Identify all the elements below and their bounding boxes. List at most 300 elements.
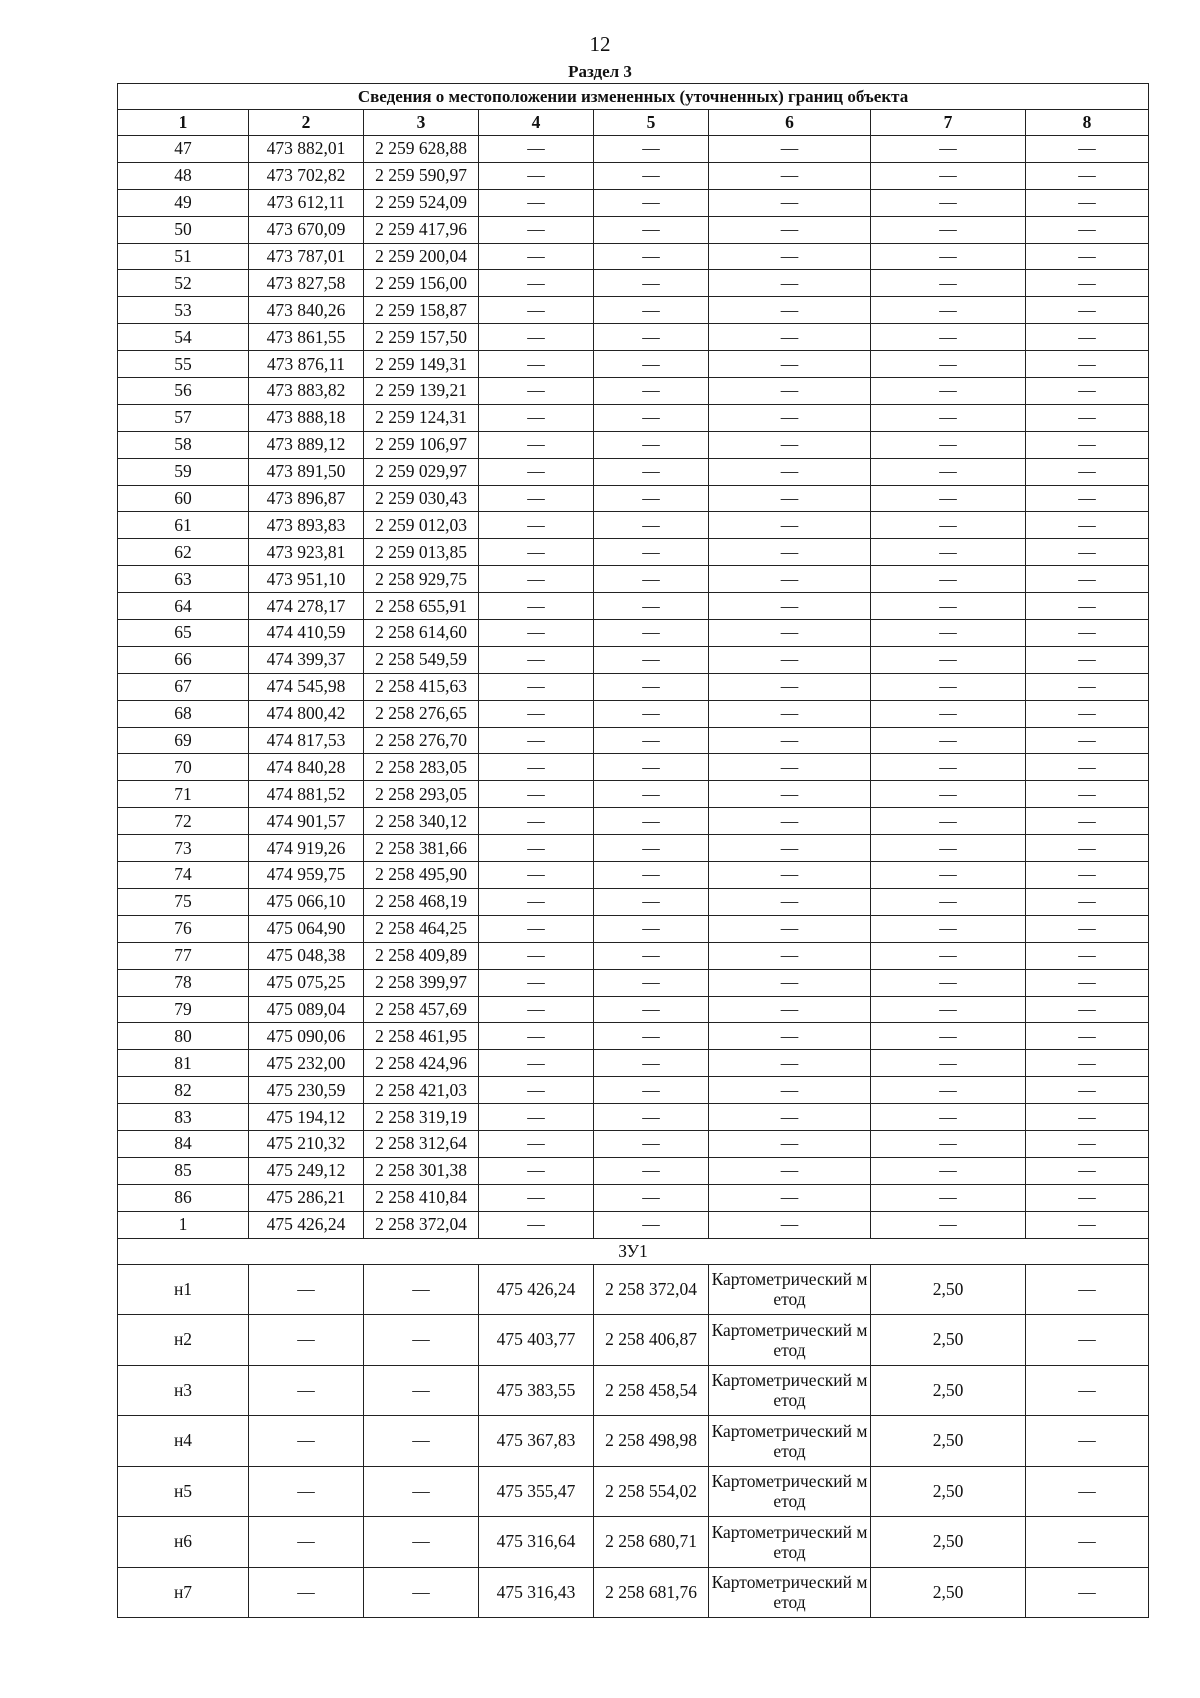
empty-dash-cell: — <box>594 485 709 512</box>
empty-dash-cell: — <box>709 996 871 1023</box>
table-row <box>118 324 1149 351</box>
empty-dash-cell: — <box>871 216 1026 243</box>
group-row <box>118 1238 1149 1264</box>
empty-dash-cell: — <box>364 1416 479 1467</box>
column-header: 7 <box>871 110 1026 136</box>
empty-dash-cell: — <box>1026 162 1149 189</box>
empty-dash-cell: — <box>594 378 709 405</box>
empty-dash-cell: — <box>364 1365 479 1416</box>
point-number-cell: 50 <box>118 216 249 243</box>
table-row <box>118 1315 1149 1366</box>
table-row <box>118 996 1149 1023</box>
old-y-cell: 2 259 156,00 <box>364 270 479 297</box>
empty-dash-cell: — <box>1026 431 1149 458</box>
empty-dash-cell: — <box>1026 862 1149 889</box>
point-number-cell: 77 <box>118 942 249 969</box>
empty-dash-cell: — <box>1026 539 1149 566</box>
empty-dash-cell: — <box>1026 996 1149 1023</box>
table-row <box>118 808 1149 835</box>
point-number-cell: 52 <box>118 270 249 297</box>
table-caption-row <box>118 84 1149 110</box>
empty-dash-cell: — <box>249 1517 364 1568</box>
method-cell: Картометрический метод <box>709 1315 871 1366</box>
empty-dash-cell: — <box>871 243 1026 270</box>
accuracy-cell: 2,50 <box>871 1315 1026 1366</box>
point-number-cell: 1 <box>118 1211 249 1238</box>
empty-dash-cell: — <box>479 1130 594 1157</box>
old-y-cell: 2 258 381,66 <box>364 835 479 862</box>
old-y-cell: 2 259 200,04 <box>364 243 479 270</box>
empty-dash-cell: — <box>479 485 594 512</box>
old-x-cell: 475 090,06 <box>249 1023 364 1050</box>
empty-dash-cell: — <box>871 781 1026 808</box>
empty-dash-cell: — <box>479 620 594 647</box>
old-x-cell: 475 230,59 <box>249 1077 364 1104</box>
empty-dash-cell: — <box>1026 835 1149 862</box>
point-number-cell: 72 <box>118 808 249 835</box>
empty-dash-cell: — <box>1026 1517 1149 1568</box>
empty-dash-cell: — <box>871 620 1026 647</box>
point-number-cell: 58 <box>118 431 249 458</box>
point-number-cell: 56 <box>118 378 249 405</box>
table-row <box>118 297 1149 324</box>
old-y-cell: 2 259 013,85 <box>364 539 479 566</box>
old-x-cell: 474 959,75 <box>249 862 364 889</box>
table-row <box>118 835 1149 862</box>
empty-dash-cell: — <box>709 485 871 512</box>
new-x-cell: 475 316,64 <box>479 1517 594 1568</box>
table-row <box>118 942 1149 969</box>
old-y-cell: 2 258 409,89 <box>364 942 479 969</box>
empty-dash-cell: — <box>1026 1315 1149 1366</box>
old-x-cell: 473 951,10 <box>249 566 364 593</box>
empty-dash-cell: — <box>1026 646 1149 673</box>
empty-dash-cell: — <box>1026 351 1149 378</box>
empty-dash-cell: — <box>709 620 871 647</box>
empty-dash-cell: — <box>249 1416 364 1467</box>
old-y-cell: 2 258 319,19 <box>364 1104 479 1131</box>
new-y-cell: 2 258 680,71 <box>594 1517 709 1568</box>
table-row <box>118 915 1149 942</box>
page-number: 12 <box>589 32 611 56</box>
empty-dash-cell: — <box>594 754 709 781</box>
empty-dash-cell: — <box>594 969 709 996</box>
table-row <box>118 700 1149 727</box>
empty-dash-cell: — <box>1026 404 1149 431</box>
empty-dash-cell: — <box>479 324 594 351</box>
old-y-cell: 2 258 293,05 <box>364 781 479 808</box>
point-number-cell: 78 <box>118 969 249 996</box>
point-number-cell: 65 <box>118 620 249 647</box>
empty-dash-cell: — <box>594 566 709 593</box>
boundary-table <box>117 83 1149 1618</box>
point-number-cell: 86 <box>118 1184 249 1211</box>
empty-dash-cell: — <box>709 136 871 163</box>
empty-dash-cell: — <box>709 1130 871 1157</box>
empty-dash-cell: — <box>479 539 594 566</box>
empty-dash-cell: — <box>871 808 1026 835</box>
empty-dash-cell: — <box>594 862 709 889</box>
old-x-cell: 475 089,04 <box>249 996 364 1023</box>
new-x-cell: 475 403,77 <box>479 1315 594 1366</box>
empty-dash-cell: — <box>594 1077 709 1104</box>
old-x-cell: 475 210,32 <box>249 1130 364 1157</box>
method-cell: Картометрический метод <box>709 1517 871 1568</box>
empty-dash-cell: — <box>709 754 871 781</box>
empty-dash-cell: — <box>1026 1023 1149 1050</box>
empty-dash-cell: — <box>479 1104 594 1131</box>
empty-dash-cell: — <box>1026 1567 1149 1618</box>
empty-dash-cell: — <box>1026 808 1149 835</box>
table-row <box>118 136 1149 163</box>
empty-dash-cell: — <box>594 162 709 189</box>
table-row <box>118 1416 1149 1467</box>
column-header: 3 <box>364 110 479 136</box>
point-number-cell: 74 <box>118 862 249 889</box>
empty-dash-cell: — <box>871 351 1026 378</box>
empty-dash-cell: — <box>871 485 1026 512</box>
empty-dash-cell: — <box>364 1466 479 1517</box>
method-cell: Картометрический метод <box>709 1365 871 1416</box>
empty-dash-cell: — <box>709 781 871 808</box>
old-x-cell: 473 896,87 <box>249 485 364 512</box>
empty-dash-cell: — <box>709 1104 871 1131</box>
table-row <box>118 512 1149 539</box>
empty-dash-cell: — <box>1026 297 1149 324</box>
empty-dash-cell: — <box>594 297 709 324</box>
old-x-cell: 473 702,82 <box>249 162 364 189</box>
table-row <box>118 888 1149 915</box>
old-y-cell: 2 258 549,59 <box>364 646 479 673</box>
empty-dash-cell: — <box>1026 136 1149 163</box>
old-y-cell: 2 259 157,50 <box>364 324 479 351</box>
empty-dash-cell: — <box>1026 969 1149 996</box>
empty-dash-cell: — <box>871 297 1026 324</box>
old-x-cell: 475 048,38 <box>249 942 364 969</box>
empty-dash-cell: — <box>1026 1077 1149 1104</box>
empty-dash-cell: — <box>1026 888 1149 915</box>
empty-dash-cell: — <box>871 700 1026 727</box>
section-title: Раздел 3 <box>568 62 632 81</box>
point-number-cell: 84 <box>118 1130 249 1157</box>
empty-dash-cell: — <box>364 1517 479 1568</box>
table-row <box>118 1077 1149 1104</box>
point-number-cell: 49 <box>118 189 249 216</box>
empty-dash-cell: — <box>479 673 594 700</box>
old-y-cell: 2 258 372,04 <box>364 1211 479 1238</box>
old-y-cell: 2 259 139,21 <box>364 378 479 405</box>
empty-dash-cell: — <box>594 216 709 243</box>
empty-dash-cell: — <box>871 1023 1026 1050</box>
old-y-cell: 2 258 312,64 <box>364 1130 479 1157</box>
empty-dash-cell: — <box>709 969 871 996</box>
accuracy-cell: 2,50 <box>871 1466 1026 1517</box>
old-x-cell: 475 194,12 <box>249 1104 364 1131</box>
empty-dash-cell: — <box>479 378 594 405</box>
empty-dash-cell: — <box>594 808 709 835</box>
old-y-cell: 2 258 410,84 <box>364 1184 479 1211</box>
empty-dash-cell: — <box>249 1466 364 1517</box>
empty-dash-cell: — <box>594 458 709 485</box>
old-x-cell: 474 919,26 <box>249 835 364 862</box>
empty-dash-cell: — <box>709 862 871 889</box>
old-y-cell: 2 258 468,19 <box>364 888 479 915</box>
point-number-cell: н6 <box>118 1517 249 1568</box>
point-number-cell: 54 <box>118 324 249 351</box>
empty-dash-cell: — <box>709 431 871 458</box>
empty-dash-cell: — <box>871 1077 1026 1104</box>
old-y-cell: 2 259 524,09 <box>364 189 479 216</box>
old-x-cell: 475 066,10 <box>249 888 364 915</box>
empty-dash-cell: — <box>871 593 1026 620</box>
empty-dash-cell: — <box>479 1050 594 1077</box>
old-x-cell: 475 426,24 <box>249 1211 364 1238</box>
empty-dash-cell: — <box>479 458 594 485</box>
empty-dash-cell: — <box>479 1077 594 1104</box>
old-x-cell: 473 876,11 <box>249 351 364 378</box>
new-y-cell: 2 258 458,54 <box>594 1365 709 1416</box>
empty-dash-cell: — <box>594 727 709 754</box>
empty-dash-cell: — <box>1026 1050 1149 1077</box>
column-header-row <box>118 110 1149 136</box>
point-number-cell: 48 <box>118 162 249 189</box>
old-y-cell: 2 259 124,31 <box>364 404 479 431</box>
empty-dash-cell: — <box>479 781 594 808</box>
empty-dash-cell: — <box>871 1130 1026 1157</box>
point-number-cell: 51 <box>118 243 249 270</box>
old-y-cell: 2 259 106,97 <box>364 431 479 458</box>
method-cell: Картометрический метод <box>709 1416 871 1467</box>
table-row <box>118 270 1149 297</box>
table-row <box>118 1023 1149 1050</box>
empty-dash-cell: — <box>871 378 1026 405</box>
empty-dash-cell: — <box>871 404 1026 431</box>
table-row <box>118 754 1149 781</box>
group-label: ЗУ1 <box>118 1238 1149 1264</box>
table-row <box>118 485 1149 512</box>
old-x-cell: 475 075,25 <box>249 969 364 996</box>
empty-dash-cell: — <box>594 512 709 539</box>
table-caption: Сведения о местоположении измененных (уточненных) границ объекта <box>118 84 1149 110</box>
old-x-cell: 474 399,37 <box>249 646 364 673</box>
empty-dash-cell: — <box>871 324 1026 351</box>
point-number-cell: н2 <box>118 1315 249 1366</box>
empty-dash-cell: — <box>1026 1104 1149 1131</box>
old-y-cell: 2 258 424,96 <box>364 1050 479 1077</box>
empty-dash-cell: — <box>594 996 709 1023</box>
empty-dash-cell: — <box>709 1023 871 1050</box>
table-row <box>118 189 1149 216</box>
point-number-cell: 76 <box>118 915 249 942</box>
empty-dash-cell: — <box>871 458 1026 485</box>
old-y-cell: 2 259 030,43 <box>364 485 479 512</box>
point-number-cell: 55 <box>118 351 249 378</box>
empty-dash-cell: — <box>709 673 871 700</box>
method-cell: Картометрический метод <box>709 1466 871 1517</box>
empty-dash-cell: — <box>871 835 1026 862</box>
empty-dash-cell: — <box>1026 1157 1149 1184</box>
new-x-cell: 475 316,43 <box>479 1567 594 1618</box>
empty-dash-cell: — <box>594 1023 709 1050</box>
point-number-cell: н5 <box>118 1466 249 1517</box>
empty-dash-cell: — <box>709 1050 871 1077</box>
point-number-cell: н1 <box>118 1264 249 1315</box>
empty-dash-cell: — <box>479 1157 594 1184</box>
table-row <box>118 1157 1149 1184</box>
empty-dash-cell: — <box>1026 458 1149 485</box>
empty-dash-cell: — <box>479 404 594 431</box>
empty-dash-cell: — <box>709 888 871 915</box>
empty-dash-cell: — <box>1026 781 1149 808</box>
column-header: 6 <box>709 110 871 136</box>
empty-dash-cell: — <box>1026 189 1149 216</box>
empty-dash-cell: — <box>709 1211 871 1238</box>
table-row <box>118 1184 1149 1211</box>
empty-dash-cell: — <box>1026 566 1149 593</box>
old-y-cell: 2 258 461,95 <box>364 1023 479 1050</box>
table-row <box>118 1567 1149 1618</box>
table-row <box>118 1211 1149 1238</box>
old-y-cell: 2 258 495,90 <box>364 862 479 889</box>
old-x-cell: 473 840,26 <box>249 297 364 324</box>
empty-dash-cell: — <box>594 593 709 620</box>
new-x-cell: 475 367,83 <box>479 1416 594 1467</box>
empty-dash-cell: — <box>479 512 594 539</box>
table-row <box>118 862 1149 889</box>
empty-dash-cell: — <box>871 862 1026 889</box>
empty-dash-cell: — <box>871 431 1026 458</box>
old-x-cell: 474 278,17 <box>249 593 364 620</box>
method-cell: Картометрический метод <box>709 1264 871 1315</box>
old-y-cell: 2 259 012,03 <box>364 512 479 539</box>
table-row <box>118 539 1149 566</box>
empty-dash-cell: — <box>594 620 709 647</box>
empty-dash-cell: — <box>594 781 709 808</box>
empty-dash-cell: — <box>871 270 1026 297</box>
point-number-cell: 79 <box>118 996 249 1023</box>
point-number-cell: 59 <box>118 458 249 485</box>
accuracy-cell: 2,50 <box>871 1264 1026 1315</box>
empty-dash-cell: — <box>249 1365 364 1416</box>
empty-dash-cell: — <box>479 162 594 189</box>
empty-dash-cell: — <box>1026 1264 1149 1315</box>
old-x-cell: 473 670,09 <box>249 216 364 243</box>
empty-dash-cell: — <box>594 915 709 942</box>
column-header: 4 <box>479 110 594 136</box>
point-number-cell: 66 <box>118 646 249 673</box>
old-x-cell: 473 861,55 <box>249 324 364 351</box>
table-row <box>118 1466 1149 1517</box>
empty-dash-cell: — <box>594 431 709 458</box>
empty-dash-cell: — <box>594 136 709 163</box>
old-y-cell: 2 258 929,75 <box>364 566 479 593</box>
old-x-cell: 474 410,59 <box>249 620 364 647</box>
accuracy-cell: 2,50 <box>871 1416 1026 1467</box>
empty-dash-cell: — <box>1026 512 1149 539</box>
empty-dash-cell: — <box>1026 1416 1149 1467</box>
old-y-cell: 2 258 457,69 <box>364 996 479 1023</box>
empty-dash-cell: — <box>871 162 1026 189</box>
old-y-cell: 2 258 614,60 <box>364 620 479 647</box>
empty-dash-cell: — <box>709 324 871 351</box>
empty-dash-cell: — <box>1026 216 1149 243</box>
old-x-cell: 474 545,98 <box>249 673 364 700</box>
point-number-cell: н3 <box>118 1365 249 1416</box>
point-number-cell: 61 <box>118 512 249 539</box>
new-y-cell: 2 258 554,02 <box>594 1466 709 1517</box>
empty-dash-cell: — <box>594 1211 709 1238</box>
old-x-cell: 475 249,12 <box>249 1157 364 1184</box>
empty-dash-cell: — <box>594 539 709 566</box>
empty-dash-cell: — <box>1026 700 1149 727</box>
empty-dash-cell: — <box>871 1157 1026 1184</box>
empty-dash-cell: — <box>479 942 594 969</box>
point-number-cell: 64 <box>118 593 249 620</box>
empty-dash-cell: — <box>594 1157 709 1184</box>
table-row <box>118 727 1149 754</box>
empty-dash-cell: — <box>709 727 871 754</box>
table-row <box>118 1130 1149 1157</box>
column-header: 8 <box>1026 110 1149 136</box>
new-y-cell: 2 258 498,98 <box>594 1416 709 1467</box>
column-header: 2 <box>249 110 364 136</box>
empty-dash-cell: — <box>871 915 1026 942</box>
empty-dash-cell: — <box>479 1023 594 1050</box>
new-x-cell: 475 355,47 <box>479 1466 594 1517</box>
point-number-cell: 81 <box>118 1050 249 1077</box>
empty-dash-cell: — <box>594 189 709 216</box>
table-row <box>118 1050 1149 1077</box>
empty-dash-cell: — <box>479 1184 594 1211</box>
empty-dash-cell: — <box>709 458 871 485</box>
empty-dash-cell: — <box>1026 1211 1149 1238</box>
old-y-cell: 2 259 628,88 <box>364 136 479 163</box>
accuracy-cell: 2,50 <box>871 1517 1026 1568</box>
empty-dash-cell: — <box>1026 270 1149 297</box>
empty-dash-cell: — <box>1026 1184 1149 1211</box>
table-row <box>118 216 1149 243</box>
empty-dash-cell: — <box>709 1157 871 1184</box>
table-row <box>118 673 1149 700</box>
empty-dash-cell: — <box>1026 243 1149 270</box>
empty-dash-cell: — <box>479 969 594 996</box>
point-number-cell: 53 <box>118 297 249 324</box>
empty-dash-cell: — <box>709 539 871 566</box>
empty-dash-cell: — <box>1026 378 1149 405</box>
old-y-cell: 2 259 149,31 <box>364 351 479 378</box>
table-row <box>118 593 1149 620</box>
table-row <box>118 431 1149 458</box>
point-number-cell: 73 <box>118 835 249 862</box>
empty-dash-cell: — <box>594 404 709 431</box>
table-row <box>118 1517 1149 1568</box>
new-x-cell: 475 383,55 <box>479 1365 594 1416</box>
empty-dash-cell: — <box>709 162 871 189</box>
accuracy-cell: 2,50 <box>871 1365 1026 1416</box>
old-x-cell: 473 882,01 <box>249 136 364 163</box>
table-row <box>118 1104 1149 1131</box>
empty-dash-cell: — <box>479 189 594 216</box>
empty-dash-cell: — <box>479 136 594 163</box>
empty-dash-cell: — <box>364 1567 479 1618</box>
empty-dash-cell: — <box>479 915 594 942</box>
empty-dash-cell: — <box>594 324 709 351</box>
point-number-cell: н4 <box>118 1416 249 1467</box>
old-x-cell: 473 787,01 <box>249 243 364 270</box>
point-number-cell: 82 <box>118 1077 249 1104</box>
empty-dash-cell: — <box>479 216 594 243</box>
table-row <box>118 378 1149 405</box>
